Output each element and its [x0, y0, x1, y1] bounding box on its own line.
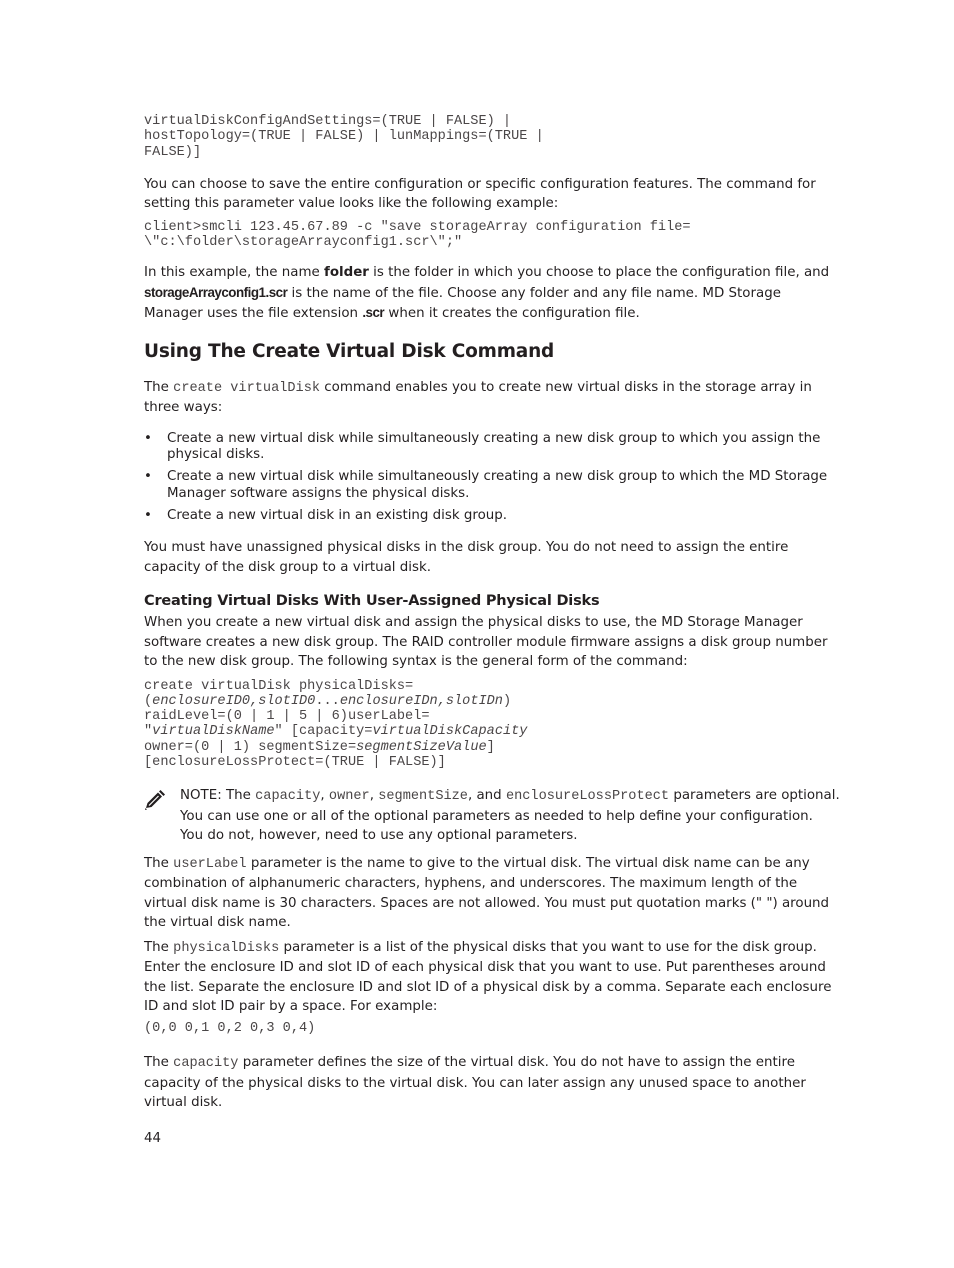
inline-code: userLabel: [173, 856, 247, 872]
bold-extension: .scr: [362, 305, 385, 321]
bold-filename: storageArrayconfig1.scr: [144, 284, 288, 300]
page-number: 44: [144, 1131, 162, 1146]
bullet-glyph: •: [144, 430, 152, 446]
note-pencil-icon: [144, 789, 166, 811]
inline-code: segmentSize: [378, 789, 468, 805]
paragraph-save-config: You can choose to save the entire configuration or specific configuration features. The command for setting this parameter value looks like the following example:: [144, 176, 816, 212]
ways-list: [144, 431, 840, 524]
code-line: \"c:\folder\storageArrayconfig1.scr\";": [144, 235, 463, 251]
paragraph-intro: The create virtualDisk command enables you to create new virtual disks in the storage array in three ways:: [144, 379, 812, 416]
inline-code: physicalDisks: [173, 940, 280, 956]
paragraph-userlabel: The userLabel parameter is the name to give to the virtual disk. The virtual disk name can be any combination of alphanumeric characters, hyphens, and underscores. The maximum length of the virtual disk name is 30 characters. Spaces are not allowed. You must put quotation marks (" ") around the virtual disk name.: [144, 855, 830, 931]
paragraph-unassigned: You must have unassigned physical disks in the disk group. You do not need to assign the entire capacity of the disk group to a virtual disk.: [144, 540, 789, 575]
paragraph-example-explanation: In this example, the name folder is the folder in which you choose to place the configuration file, and storageArrayconfig1.scr is the name of the file. Choose any folder and any file name. MD Storage Manager uses the file extension .scr when it creates the configuration file.: [144, 265, 830, 322]
paragraph-capacity: The capacity parameter defines the size of the virtual disk. You do not have to assign the entire capacity of the physical disks to the virtual disk. You can later assign any unused space to another virtual disk.: [144, 1055, 806, 1111]
code-block-config: [144, 114, 840, 160]
code-block-syntax: create virtualDisk physicalDisks= (enclosureID0,slotID0...enclosureIDn,slotIDn) raidLevel=(0 | 1 | 5 | 6)userLabel= "virtualDiskName" [capacity=virtualDiskCapacity owner=(0 | 1) segmentSize=segmentSizeValue] [enclosureLossProtect=(TRUE | FALSE)]: [144, 678, 528, 770]
list-item: • Create a new virtual disk while simultaneously creating a new disk group to which the MD Storage Manager software assigns the physical disks.: [144, 469, 828, 501]
note-label: NOTE:: [180, 788, 222, 804]
bullet-glyph: •: [144, 469, 152, 485]
list-item: • Create a new virtual disk while simultaneously creating a new disk group to which you assign the physical disks.: [144, 430, 821, 463]
list-item: • Create a new virtual disk in an existing disk group.: [144, 507, 508, 523]
code-block-example: [144, 220, 840, 251]
code-block-disk-list: (0,0 0,1 0,2 0,3 0,4): [144, 1020, 316, 1036]
code-line: hostTopology=(TRUE | FALSE) | lunMappings=(TRUE |: [144, 129, 544, 145]
paragraph-physicaldisks: The physicalDisks parameter is a list of the physical disks that you want to use for the disk group. Enter the enclosure ID and slot ID of each physical disk that you want to use. Put parentheses around the list. Separate the enclosure ID and slot ID of a physical disk by a comma. Separate each enclosure ID and slot ID pair by a space. For example:: [144, 939, 832, 1015]
inline-code: enclosureLossProtect: [505, 789, 670, 805]
code-line: FALSE)]: [144, 144, 202, 160]
subsection-heading: Creating Virtual Disks With User-Assigned Physical Disks: [144, 593, 600, 609]
inline-code: capacity: [255, 789, 321, 805]
page-content: [144, 112, 840, 1113]
note-box: [144, 786, 840, 846]
bullet-glyph: •: [144, 507, 152, 523]
inline-code: capacity: [173, 1056, 239, 1072]
inline-code: owner: [328, 789, 370, 805]
note-text: NOTE: The capacity, owner, segmentSize, and enclosureLossProtect parameters are optional. You can use one or all of the optional parameters as needed to help define your configuration. You do not, however, need to use any optional parameters.: [180, 788, 840, 844]
code-line: virtualDiskConfigAndSettings=(TRUE | FALSE) |: [144, 114, 512, 129]
bold-folder: folder: [324, 265, 369, 281]
code-line: client>smcli 123.45.67.89 -c "save storageArray configuration file=: [144, 219, 691, 235]
paragraph-create-description: When you create a new virtual disk and assign the physical disks to use, the MD Storage Manager software creates a new disk group. The RAID controller module firmware assigns a disk group number to the new disk group. The following syntax is the general form of the command:: [144, 615, 828, 669]
section-heading: Using The Create Virtual Disk Command: [144, 340, 555, 362]
inline-code: create virtualDisk: [173, 380, 321, 396]
